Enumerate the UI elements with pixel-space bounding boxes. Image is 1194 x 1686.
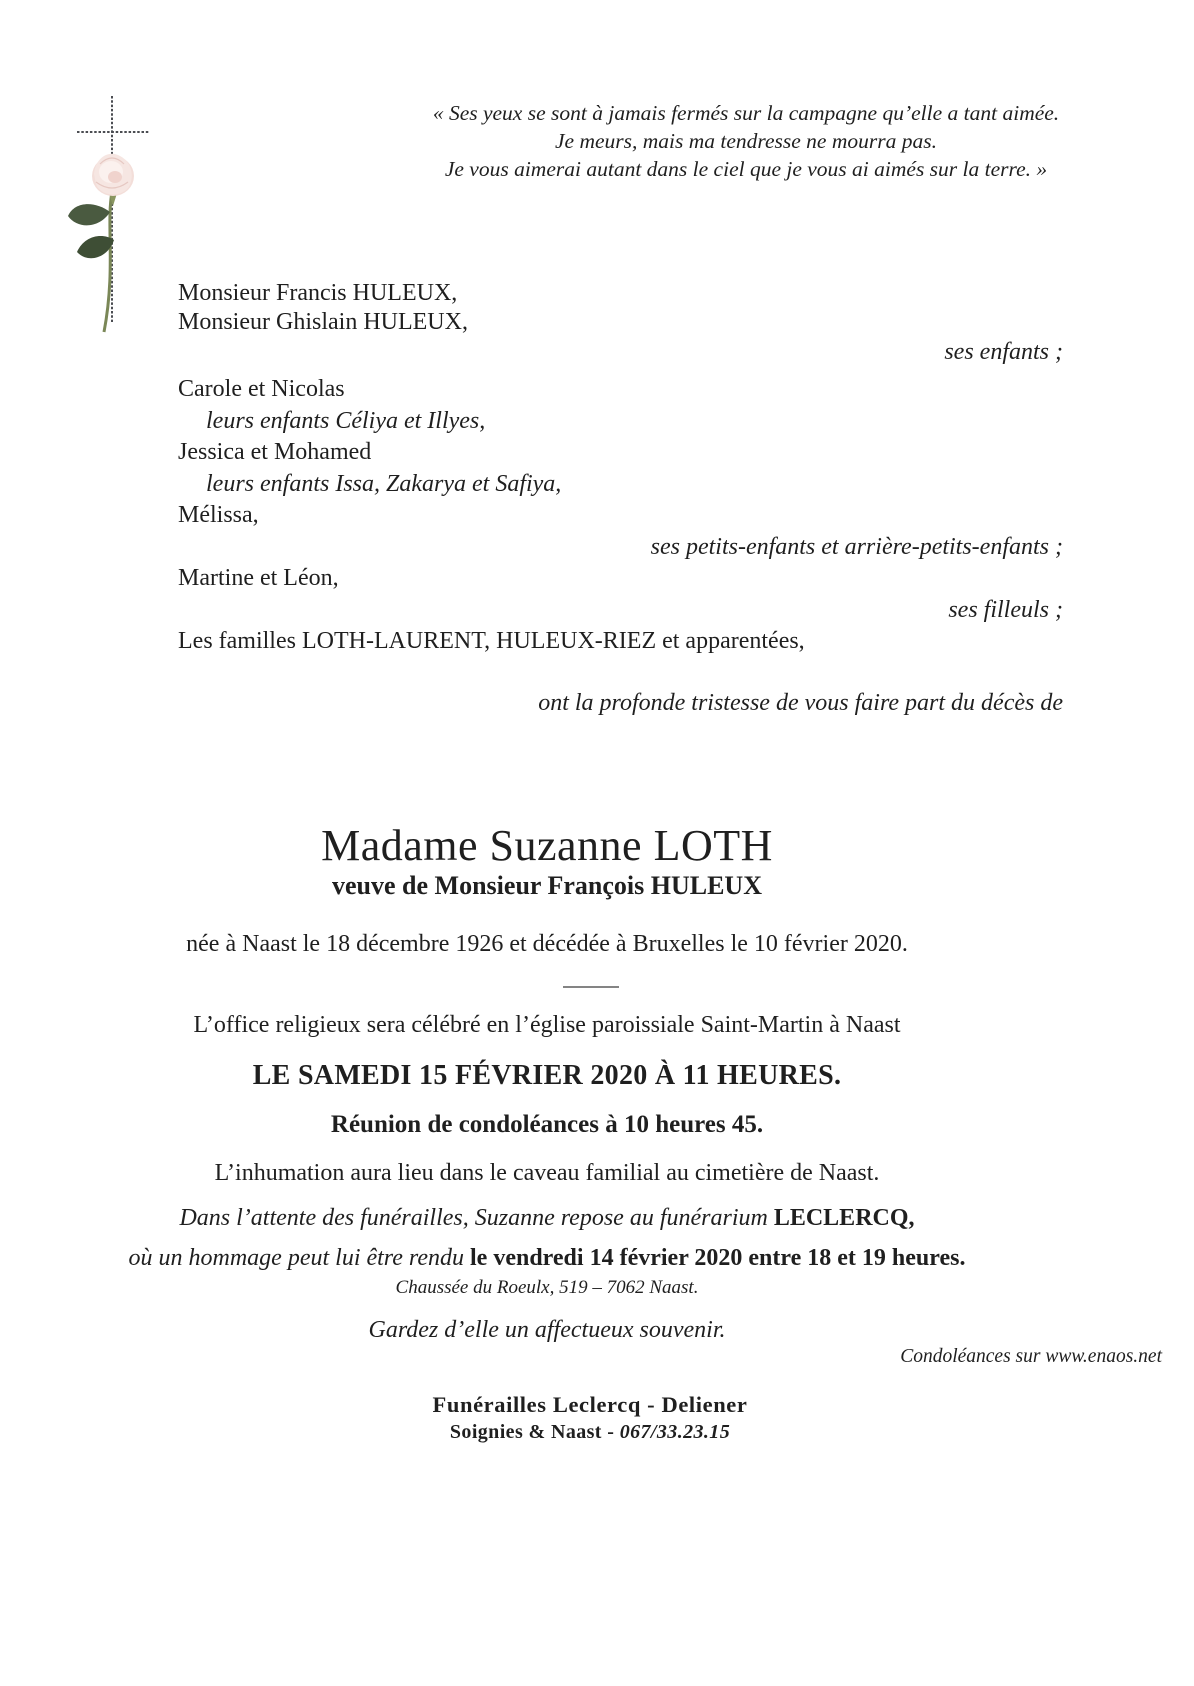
family-son-2: Monsieur Ghislain HULEUX, <box>178 309 468 335</box>
funeral-home-name: Funérailles Leclercq - Deliener <box>432 1392 748 1417</box>
homage-text: où un hommage peut lui être rendu <box>128 1245 471 1271</box>
quote-line-1: « Ses yeux se sont à jamais fermés sur la campagne qu’elle a tant aimée. <box>432 101 1060 125</box>
souvenir-line: Gardez d’elle un affectueux souvenir. <box>368 1317 726 1343</box>
family-grandchild-1: Carole et Nicolas <box>178 376 345 402</box>
quote-line-3: Je vous aimerai autant dans le ciel que je vous ai aimés sur la terre. » <box>444 157 1048 181</box>
funerarium-address-line: Chaussée du Roeulx, 519 – 7062 Naast. <box>395 1277 699 1298</box>
repose-line <box>45 1203 1049 1233</box>
family-grandchild-2: Jessica et Mohamed <box>178 439 372 465</box>
condolence-meeting-line: Réunion de condoléances à 10 heures 45. <box>330 1111 764 1138</box>
homage-line <box>45 1243 1049 1273</box>
family-grandchildren-label: ses petits-enfants et arrière-petits-enfants ; <box>650 534 1063 560</box>
burial-line: L’inhumation aura lieu dans le caveau familial au cimetière de Naast. <box>214 1160 880 1186</box>
family-children-label: ses enfants ; <box>944 339 1063 365</box>
cross-and-rose-icon <box>60 84 164 336</box>
online-condolences-line: Condoléances sur www.enaos.net <box>900 1346 1162 1367</box>
family-grandchild-1-children: leurs enfants Céliya et Illyes, <box>206 408 486 434</box>
quote-line-2: Je meurs, mais ma tendresse ne mourra pas. <box>555 129 937 153</box>
service-datetime-line: LE SAMEDI 15 FÉVRIER 2020 À 11 HEURES. <box>252 1060 842 1091</box>
homage-datetime: le vendredi 14 février 2020 entre 18 et 19 heures. <box>470 1245 966 1271</box>
service-line: L’office religieux sera célébré en l’église paroissiale Saint-Martin à Naast <box>193 1012 901 1038</box>
family-grandchild-2-children: leurs enfants Issa, Zakarya et Safiya, <box>206 471 562 497</box>
family-grandchild-3: Mélissa, <box>178 502 259 528</box>
memorial-quote <box>420 99 1072 183</box>
section-divider <box>563 986 619 988</box>
family-families-line: Les familles LOTH-LAURENT, HULEUX-RIEZ et apparentées, <box>178 628 805 654</box>
family-godchildren: Martine et Léon, <box>178 565 339 591</box>
funeral-home-location: Soignies & Naast - <box>449 1421 620 1443</box>
cross-and-rose-image <box>60 84 164 336</box>
repose-text: Dans l’attente des funérailles, Suzanne repose au funérarium <box>179 1205 774 1231</box>
widow-of-line: veuve de Monsieur François HULEUX <box>332 871 762 900</box>
funeral-home-phone: 067/33.23.15 <box>619 1421 731 1443</box>
funeral-home-contact <box>0 1420 1180 1445</box>
deceased-name: Madame Suzanne LOTH <box>321 821 773 870</box>
life-dates-line: née à Naast le 18 décembre 1926 et décédée à Bruxelles le 10 février 2020. <box>186 931 908 957</box>
family-godchildren-label: ses filleuls ; <box>948 597 1063 623</box>
funerarium-name: LECLERCQ, <box>773 1205 915 1231</box>
family-son-1: Monsieur Francis HULEUX, <box>178 280 458 306</box>
announcement-intro: ont la profonde tristesse de vous faire part du décès de <box>538 690 1063 716</box>
